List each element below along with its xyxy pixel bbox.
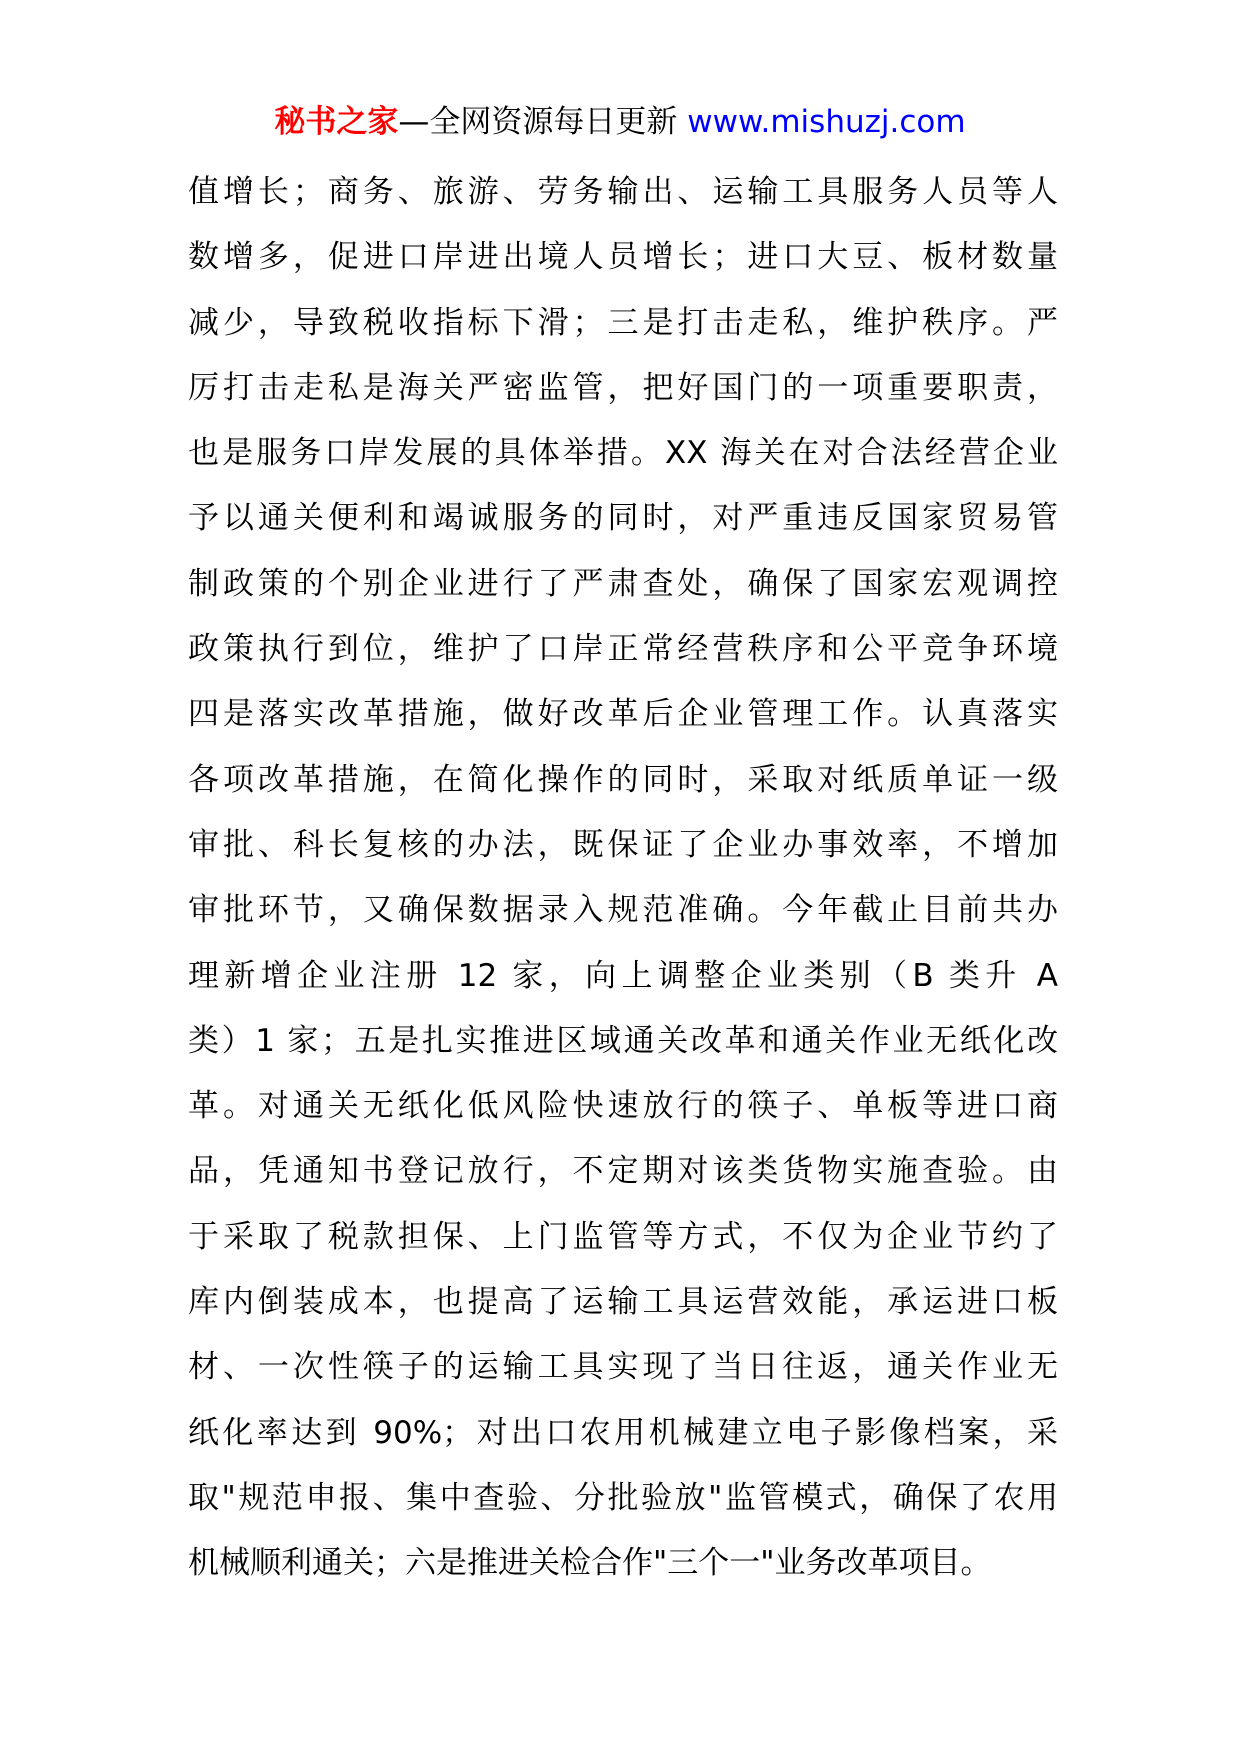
text-line: 审批、科长复核的办法，既保证了企业办事效率，不增加 (188, 826, 1058, 863)
text-line: 厉打击走私是海关严密监管，把好国门的一项重要职责， (188, 369, 1058, 406)
text-line: 革。对通关无纸化低风险快速放行的筷子、单板等进口商 (188, 1088, 1058, 1125)
text-line: 纸化率达到 90%；对出口农用机械建立电子影像档案，采 (188, 1414, 1058, 1451)
text-line: 于采取了税款担保、上门监管等方式，不仅为企业节约了 (188, 1218, 1058, 1255)
text-line: 四是落实改革措施，做好改革后企业管理工作。认真落实 (188, 696, 1058, 733)
text-line: 政策执行到位，维护了口岸正常经营秩序和公平竞争环境 (188, 631, 1058, 668)
text-line: 值增长；商务、旅游、劳务输出、运输工具服务人员等人 (188, 174, 1058, 210)
text-line: 审批环节，又确保数据录入规范准确。今年截止目前共办 (188, 892, 1058, 929)
text-line: 品，凭通知书登记放行，不定期对该类货物实施查验。由 (188, 1153, 1058, 1190)
text-line: 减少，导致税收指标下滑；三是打击走私，维护秩序。严 (188, 304, 1058, 341)
text-line: 各项改革措施，在简化操作的同时，采取对纸质单证一级 (188, 761, 1058, 798)
text-line: 取"规范申报、集中查验、分批验放"监管模式，确保了农用 (188, 1479, 1058, 1516)
text-line: 也是服务口岸发展的具体举措。XX 海关在对合法经营企业 (188, 435, 1058, 472)
document-body (188, 160, 1058, 1597)
header-tagline: —全网资源每日更新 (398, 104, 678, 140)
text-line: 制政策的个别企业进行了严肃查处，确保了国家宏观调控 (188, 565, 1058, 602)
text-line: 数增多，促进口岸进出境人员增长；进口大豆、板材数量 (188, 239, 1058, 276)
page-header (0, 102, 1240, 142)
brand-name: 秘书之家 (274, 104, 399, 140)
text-line: 予以通关便利和竭诚服务的同时，对严重违反国家贸易管 (188, 500, 1058, 537)
text-line: 类）1 家；五是扎实推进区域通关改革和通关作业无纸化改 (188, 1022, 1058, 1059)
text-line: 材、一次性筷子的运输工具实现了当日往返，通关作业无 (188, 1349, 1058, 1386)
text-line: 库内倒装成本，也提高了运输工具运营效能，承运进口板 (188, 1284, 1058, 1321)
site-link[interactable]: www.mishuzj.com (687, 104, 966, 140)
text-line: 理新增企业注册 12 家，向上调整企业类别（B 类升 A (188, 957, 1058, 994)
text-line: 机械顺利通关；六是推进关检合作"三个一"业务改革项目。 (188, 1545, 992, 1582)
